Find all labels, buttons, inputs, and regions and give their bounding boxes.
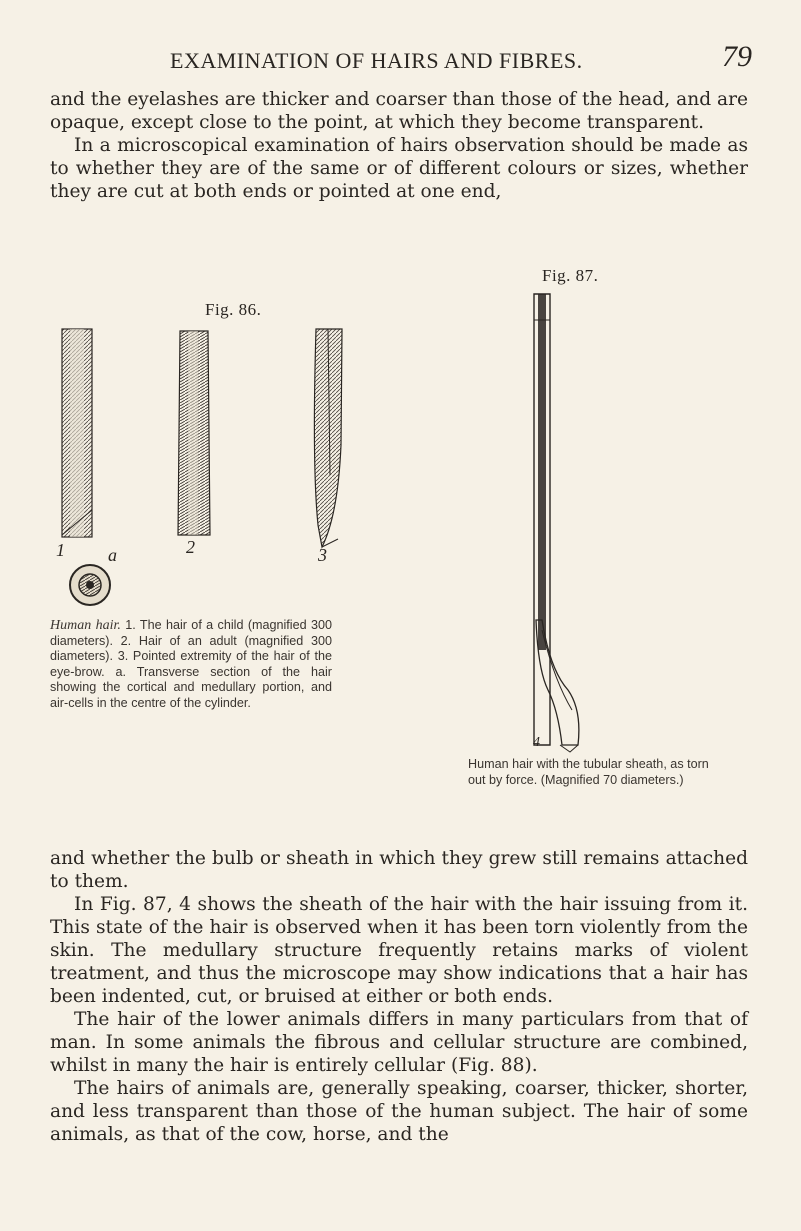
caption-lead: Human hair. [50,618,121,633]
figure-86-item-2: 2 [186,537,195,557]
figure-86-illustration [60,325,350,615]
figure-87-illustration [520,290,600,755]
paragraph: The hair of the lower animals differs in many particulars from that of man. In some animals the fibrous and cellular structure are combined, whilst in many the hair is entirely cellular (Fig. 88). [50,1009,748,1076]
body-text-top [50,88,748,203]
hair-3-drawing [314,329,342,547]
paragraph: The hairs of animals are, generally speaking, coarser, thicker, shorter, and less transparent than those of the human subject. The hair of some animals, as that of the cow, horse, and the [50,1078,748,1145]
page-number: 79 [722,40,752,73]
figure-86-item-3: 3 [318,545,327,565]
figure-86-item-1: 1 [56,540,65,560]
paragraph: In a microscopical examination of hairs observation should be made as to whether they are of the same or of different colours or sizes, whether they are cut at both ends or pointed at one end, [50,135,748,202]
running-head: EXAMINATION OF HAIRS AND FIBRES. [170,48,583,73]
paragraph: and the eyelashes are thicker and coarser than those of the head, and are opaque, except close to the point, at which they become transparent. [50,89,748,133]
paragraph: In Fig. 87, 4 shows the sheath of the hair with the hair issuing from it. This state of the hair is observed when it has been torn violently from the skin. The medullary structure frequently retains marks of violent treatment, and thus the microscope may show indications that a hair has been indented, cut, or bruised at either or both ends. [50,894,748,1007]
hair-1-drawing [62,329,92,537]
body-text-bottom [50,847,748,1146]
caption-body: 1. The hair of a child (magnified 300 diameters). 2. Hair of an adult (magnified 300 diameters). 3. Pointed extremity of the hair of the eye-brow. a. Transverse section of the hair showing the cortical and medullary portion, and air-cells in the centre of the cylinder. [50,618,332,710]
transverse-section-drawing [70,565,110,605]
figure-87-caption: Human hair with the tubular sheath, as torn out by force. (Magnified 70 diameters.) [468,757,709,787]
figure-86-caption [50,618,332,711]
figure-86-item-a: a [108,545,117,565]
paragraph: and whether the bulb or sheath in which they grew still remains attached to them. [50,848,748,892]
figure-87-label: Fig. 87. [542,266,599,285]
figure-87-item-4: 4 [533,735,540,750]
hair-2-drawing [178,331,210,535]
page-header [0,40,801,80]
figure-86-label: Fig. 86. [205,300,262,319]
